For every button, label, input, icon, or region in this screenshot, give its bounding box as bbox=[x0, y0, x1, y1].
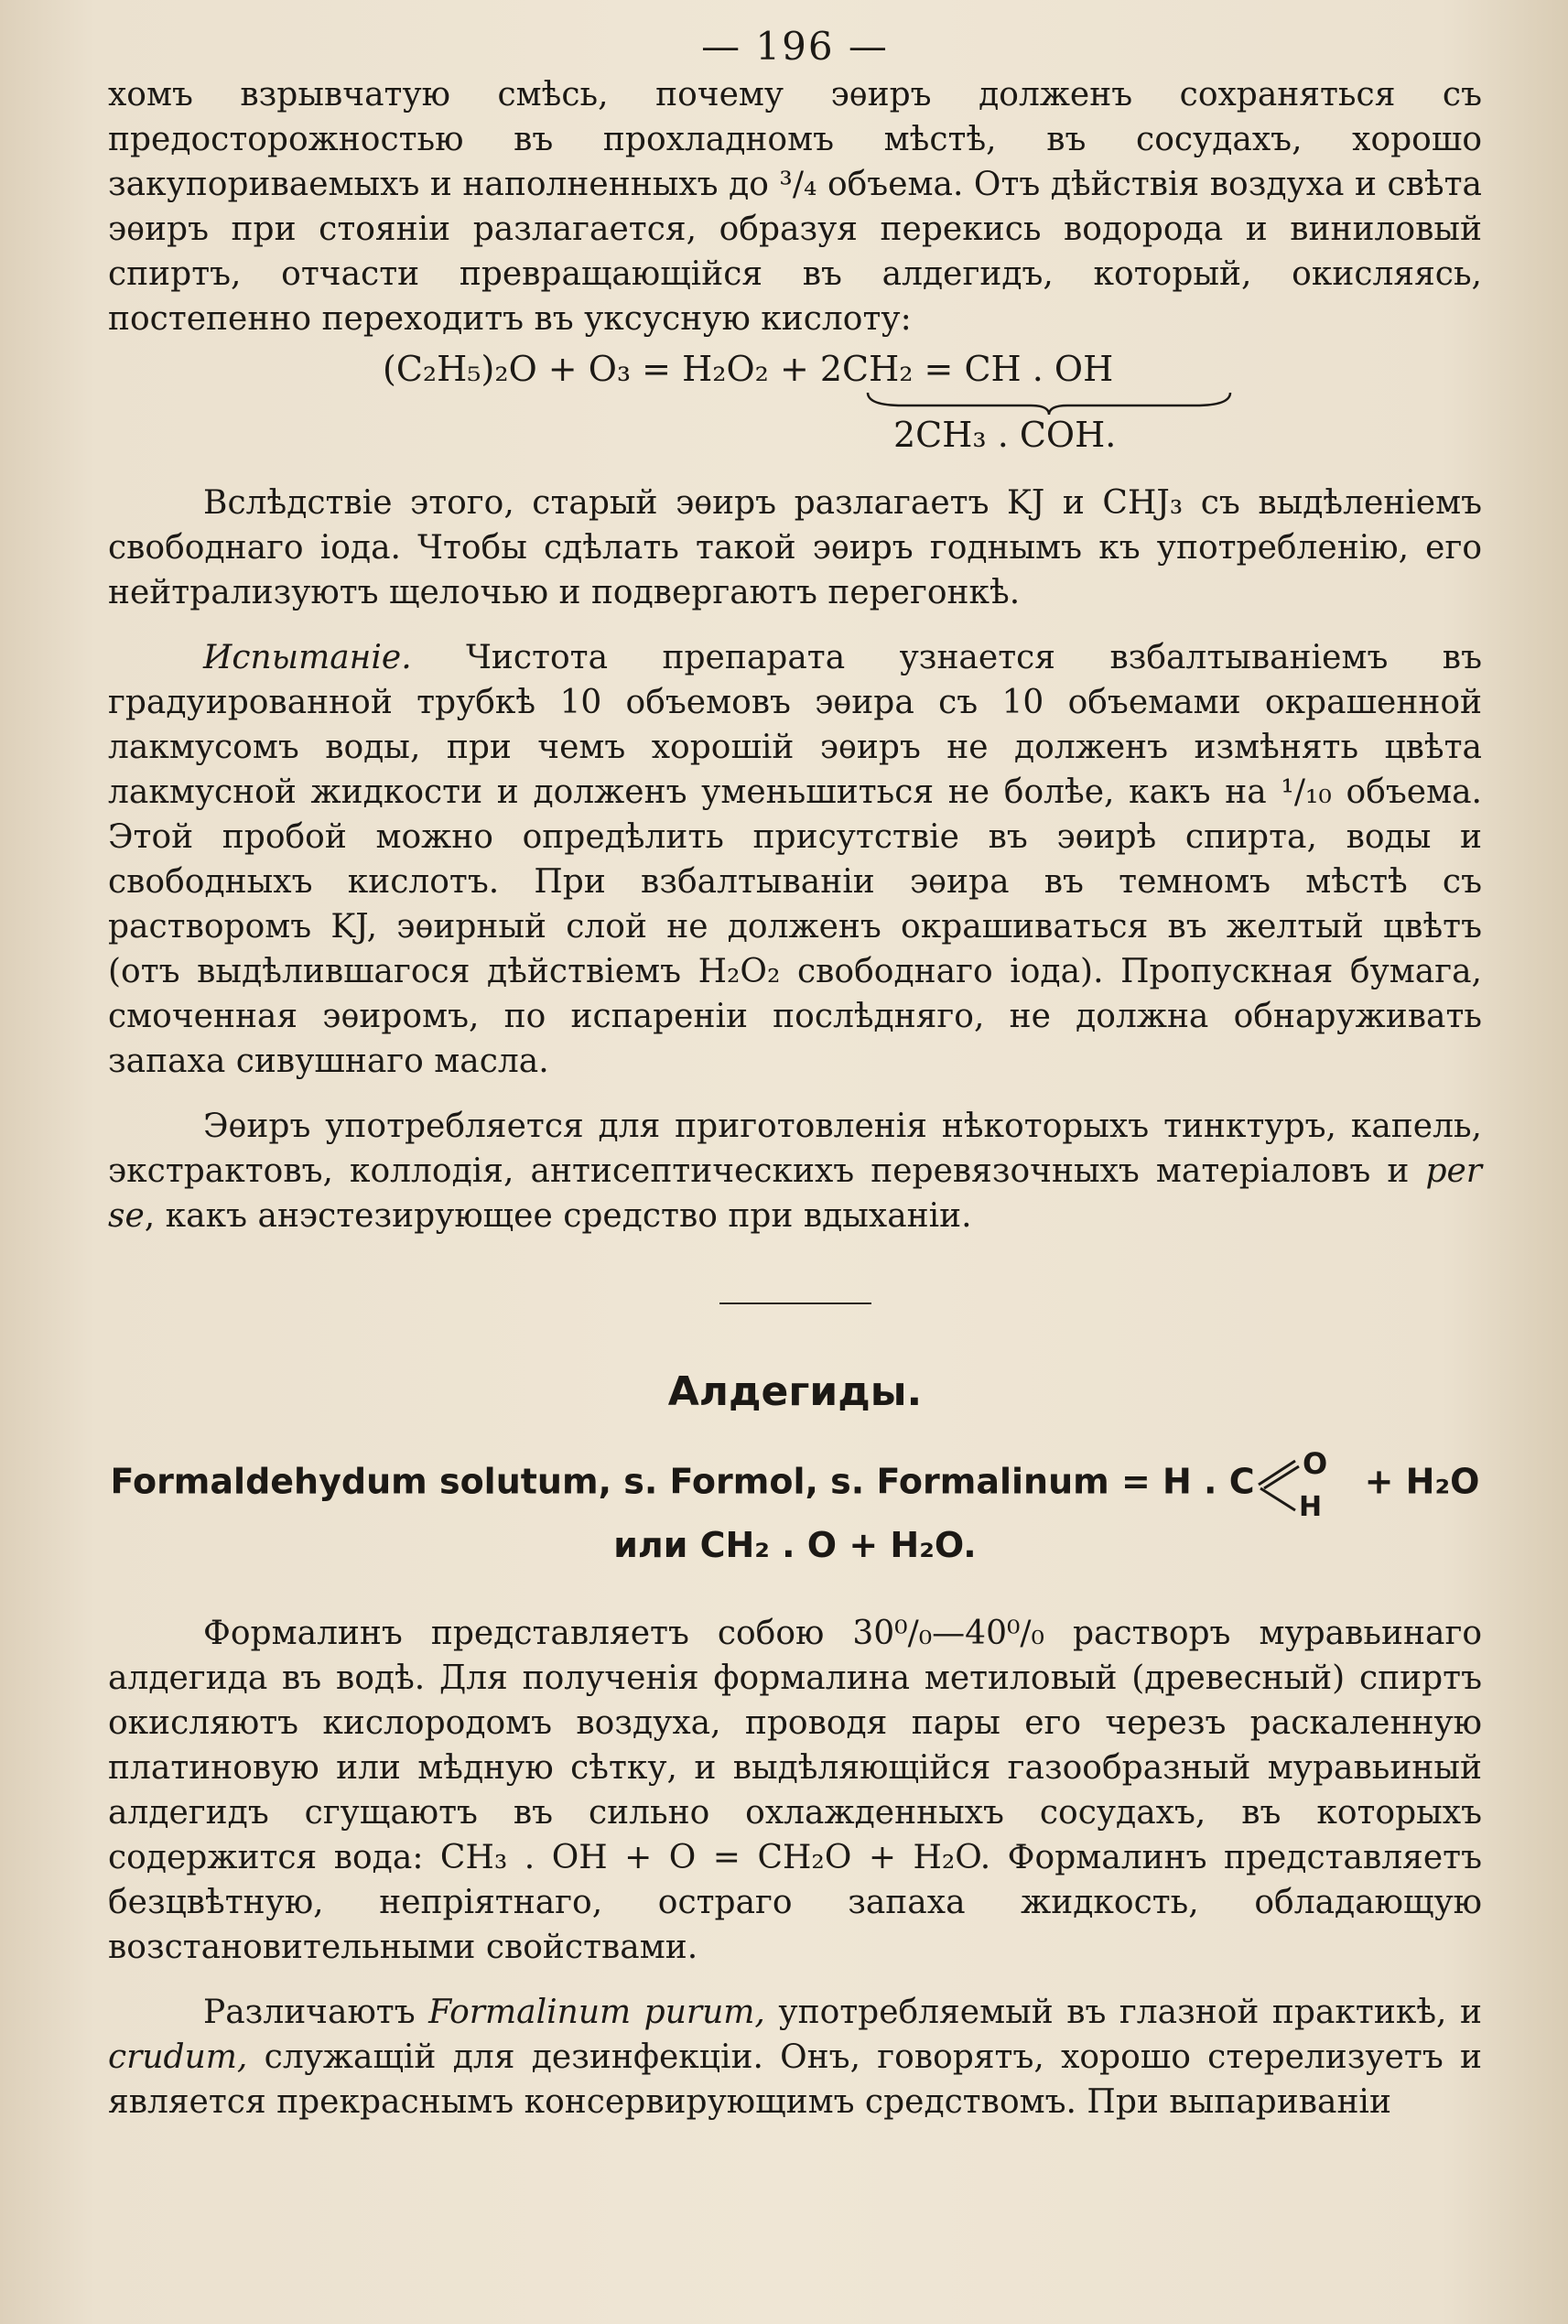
types-italic-1: Formalinum purum, bbox=[428, 1994, 765, 2031]
paragraph-formalin-types bbox=[108, 1990, 1482, 2124]
paragraph-ether-uses bbox=[108, 1104, 1482, 1238]
uses-text-b: , какъ анэстезирующее средство при вдыханіи. bbox=[144, 1197, 972, 1235]
paragraph-ether-storage: хомъ взрывчатую смѣсь, почему эѳиръ долженъ сохраняться съ предосторожностью въ прохладномъ мѣстѣ, въ сосудахъ, хорошо закупориваемыхъ и наполненныхъ до ³/₄ объема. Отъ дѣйствія воздуха и свѣта эѳиръ при стояніи разлагается, образуя перекись водорода и виниловый спиртъ, отчасти превращающійся въ алдегидъ, который, окисляясь, постепенно переходитъ въ уксусную кислоту: bbox=[108, 76, 1482, 338]
equation-line-2: 2CH₃ . COH. bbox=[893, 415, 1117, 455]
uses-text-a: Эѳиръ употребляется для приготовленія нѣкоторыхъ тинктуръ, капель, экстрактовъ, коллодія, антисептическихъ перевязочныхъ матеріаловъ и bbox=[108, 1108, 1482, 1190]
section-title: Алдегиды. bbox=[667, 1368, 923, 1415]
formalin-title-water: + H₂O bbox=[1364, 1461, 1480, 1502]
paragraph-formalin-production: Формалинъ представляетъ собою 30⁰/₀—40⁰/₀ растворъ муравьинаго алдегида въ водѣ. Для полученія формалина метиловый (древесный) спиртъ окисляютъ кислородомъ воздуха, проводя пары его черезъ раскаленную платиновую или мѣдную сѣтку, и выдѣляющійся газообразный муравьиный алдегидъ сгущаютъ въ сильно охлажденныхъ сосудахъ, въ которыхъ содержится вода: CH₃ . OH + O = CH₂O + H₂O. Формалинъ представляетъ безцвѣтную, непріятнаго, остраго запаха жидкость, обладающую возстановительными свойствами. bbox=[108, 1615, 1482, 1966]
paragraph-testing bbox=[108, 635, 1482, 1084]
equation-ether-oxidation bbox=[108, 347, 1482, 466]
testing-text: Чистота препарата узнается взбалтываніемъ въ градуированной трубкѣ 10 объемовъ эѳира съ 10 объемами окрашенной лакмусомъ воды, при чемъ хорошій эѳиръ не долженъ измѣнять цвѣта лакмусной жидкости и долженъ уменьшиться не болѣе, какъ на ¹/₁₀ объема. Этой пробой можно опредѣлить присутствіе въ эѳирѣ спирта, воды и свободныхъ кислотъ. При взбалтываніи эѳира въ темномъ мѣстѣ съ растворомъ KJ, эѳирный слой не долженъ окрашиваться въ желтый цвѣтъ (отъ выдѣлившагося дѣйствіемъ H₂O₂ свободнаго іода). Пропускная бумага, смоченная эѳиромъ, по испареніи послѣдняго, не должна обнаруживать запаха сивушнаго масла. bbox=[108, 639, 1482, 1080]
page-number: — 196 — bbox=[701, 24, 889, 69]
paragraph-old-ether: Вслѣдствіе этого, старый эѳиръ разлагаетъ KJ и CHJ₃ съ выдѣленіемъ свободнаго іода. Чтобы сдѣлать такой эѳиръ годнымъ къ употребленію, его нейтрализуютъ щелочью и подвергаютъ перегонкѣ. bbox=[108, 484, 1482, 611]
formalin-title-text: Formaldehydum solutum, s. Formol, s. Formalinum = H . C bbox=[110, 1461, 1255, 1502]
brace-icon bbox=[866, 389, 1232, 416]
equation-line-1: (C₂H₅)₂O + O₃ = H₂O₂ + 2CH₂ = CH . OH bbox=[383, 349, 1114, 389]
formalin-heading-line-1 bbox=[108, 1452, 1482, 1516]
formalin-heading bbox=[108, 1452, 1482, 1574]
types-italic-2: crudum, bbox=[108, 2038, 248, 2076]
types-text-c: служащій для дезинфекціи. Онъ, говорятъ, хорошо стерелизуетъ и является прекраснымъ консервирующимъ средствомъ. При выпариваніи bbox=[108, 2038, 1482, 2121]
uses-italic: per se bbox=[108, 1152, 1482, 1235]
hydrogen-atom: H bbox=[1298, 1491, 1322, 1516]
aldehyde-group-diagram bbox=[1255, 1452, 1365, 1516]
section-divider bbox=[719, 1303, 871, 1304]
testing-lead: Испытаніе. bbox=[203, 639, 412, 676]
formalin-heading-line-2: или CH₂ . O + H₂O. bbox=[613, 1525, 977, 1565]
types-text-b: употребляемый въ глазной практикѣ, и bbox=[778, 1994, 1482, 2031]
oxygen-atom: O bbox=[1302, 1452, 1327, 1481]
types-text-a: Различаютъ bbox=[203, 1994, 416, 2031]
